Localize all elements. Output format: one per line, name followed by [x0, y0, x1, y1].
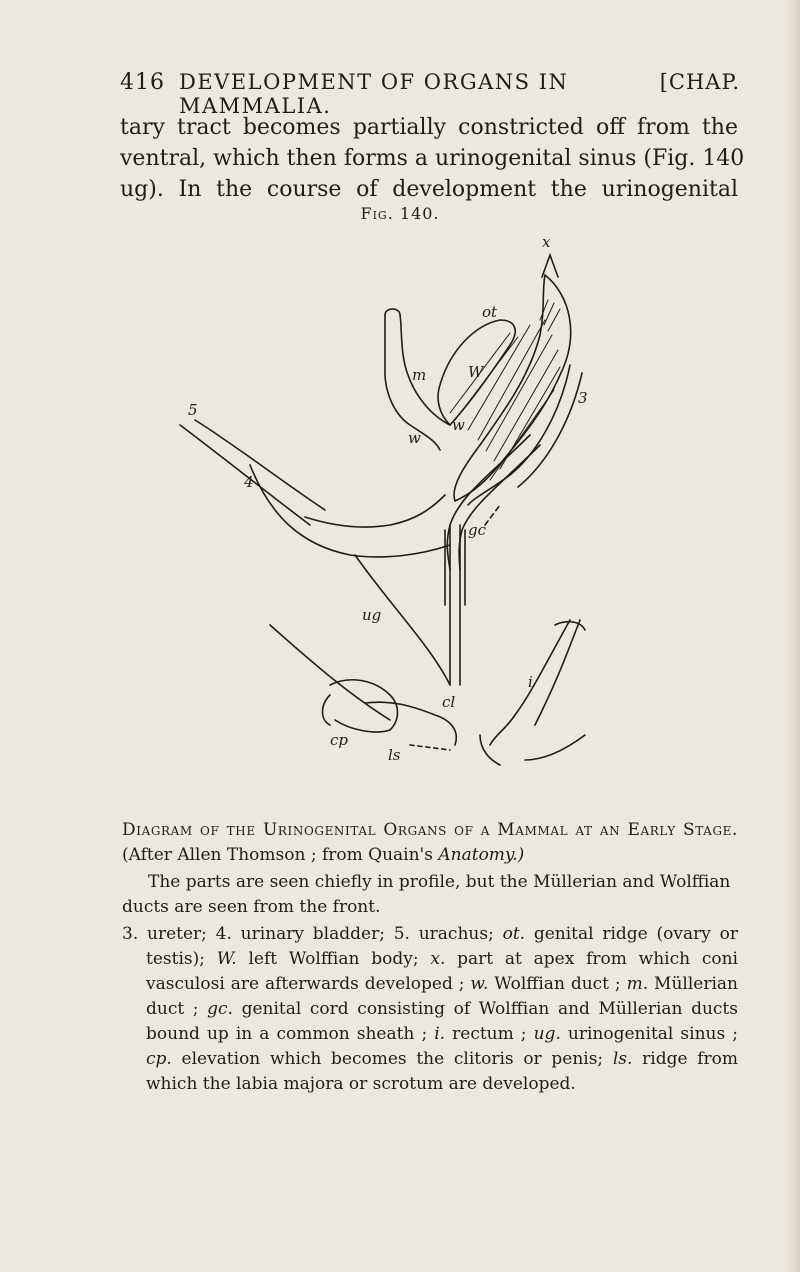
label-cp: cp	[330, 731, 349, 749]
label-m: m	[412, 366, 427, 384]
legend-text: urinary bladder;	[231, 924, 394, 944]
label-5: 5	[188, 401, 198, 419]
legend-text: left Wolffian body;	[236, 949, 431, 969]
legend-text: genital cord consisting of Wolffian and Müllerian ducts bound up in a common sheath ;	[146, 999, 738, 1044]
legend-entry	[534, 1024, 738, 1044]
legend-text: ridge from which the labia majora or scrotum are developed.	[146, 1049, 738, 1094]
legend-text: Wolffian duct ;	[488, 974, 627, 994]
label-ot: ot	[482, 303, 498, 321]
legend-text: urinogenital sinus ;	[560, 1024, 738, 1044]
legend-key: W.	[216, 949, 237, 969]
label-w-upper: w	[408, 429, 421, 447]
figure-diagram	[150, 225, 630, 785]
figure-caption	[122, 818, 738, 1097]
urinogenital-diagram	[150, 225, 630, 785]
label-w-lower: w	[452, 416, 465, 434]
caption-note: The parts are seen chiefly in profile, but the Müllerian and Wolffian ducts are seen from the front.	[122, 872, 731, 917]
wolffian-body-outline	[454, 275, 571, 501]
legend-entry	[216, 924, 394, 944]
label-i: i	[528, 673, 533, 691]
legend-text: ureter;	[138, 924, 216, 944]
legend-key: 5.	[393, 924, 410, 944]
legend-key: ot.	[502, 924, 526, 944]
caption-title-text: Diagram of the Urinogenital Organs of a Mammal at an Early Stage.	[122, 820, 738, 840]
legend-key: x.	[430, 949, 446, 969]
legend-text: rectum ;	[445, 1024, 534, 1044]
caption-title	[122, 818, 738, 868]
body-line: ventral, which then forms a urinogenital sinus (Fig. 140	[120, 146, 745, 171]
legend-entry	[122, 924, 216, 944]
body-line: tary tract becomes partially constricted off from the	[120, 115, 738, 140]
label-ug: ug	[362, 606, 382, 624]
legend-text: urachus;	[409, 924, 503, 944]
label-3: 3	[578, 389, 588, 407]
page-number: 416	[120, 70, 165, 95]
legend-text: Müllerian duct ;	[146, 974, 738, 1019]
legend-key: ug.	[533, 1024, 561, 1044]
cloaca	[330, 680, 398, 732]
label-x: x	[542, 233, 551, 251]
chapter-marker: [CHAP.	[659, 70, 740, 94]
body-paragraph	[120, 112, 745, 205]
page-edge-shadow	[786, 0, 800, 1272]
legend-key: gc.	[207, 999, 233, 1019]
label-cl: cl	[442, 693, 456, 711]
caption-source: (After Allen Thomson ; from Quain's Anatomy.)	[122, 845, 525, 865]
legend-key: cp.	[146, 1049, 172, 1069]
running-header	[120, 70, 740, 118]
legend-key: 4.	[215, 924, 232, 944]
label-ls: ls	[388, 746, 401, 764]
legend-entry	[217, 949, 431, 969]
legend-entry	[434, 1024, 533, 1044]
label-4: 4	[244, 473, 254, 491]
legend-key: 3.	[122, 924, 139, 944]
legend-text: genital ridge (ovary or testis);	[146, 924, 738, 969]
label-W: W	[468, 363, 484, 381]
caption-legend	[122, 922, 738, 1097]
legend-entry	[394, 924, 503, 944]
legend-key: m.	[626, 974, 649, 994]
legend-key: i.	[434, 1024, 446, 1044]
legend-text: part at apex from which coni vasculosi are afterwards developed ;	[146, 949, 738, 994]
body-line: ug). In the course of development the urinogenital	[120, 177, 738, 202]
label-gc: gc	[468, 521, 487, 539]
legend-key: w.	[470, 974, 489, 994]
wolffian-body-hatching	[450, 300, 560, 480]
legend-key: ls.	[612, 1049, 633, 1069]
legend-entry	[146, 1049, 613, 1069]
figure-label: Fig. 140.	[360, 204, 440, 223]
apex-lines	[542, 255, 558, 277]
legend-entry	[470, 974, 626, 994]
running-title: DEVELOPMENT OF ORGANS IN MAMMALIA.	[179, 70, 569, 118]
legend-text: elevation which becomes the clitoris or penis;	[171, 1049, 613, 1069]
